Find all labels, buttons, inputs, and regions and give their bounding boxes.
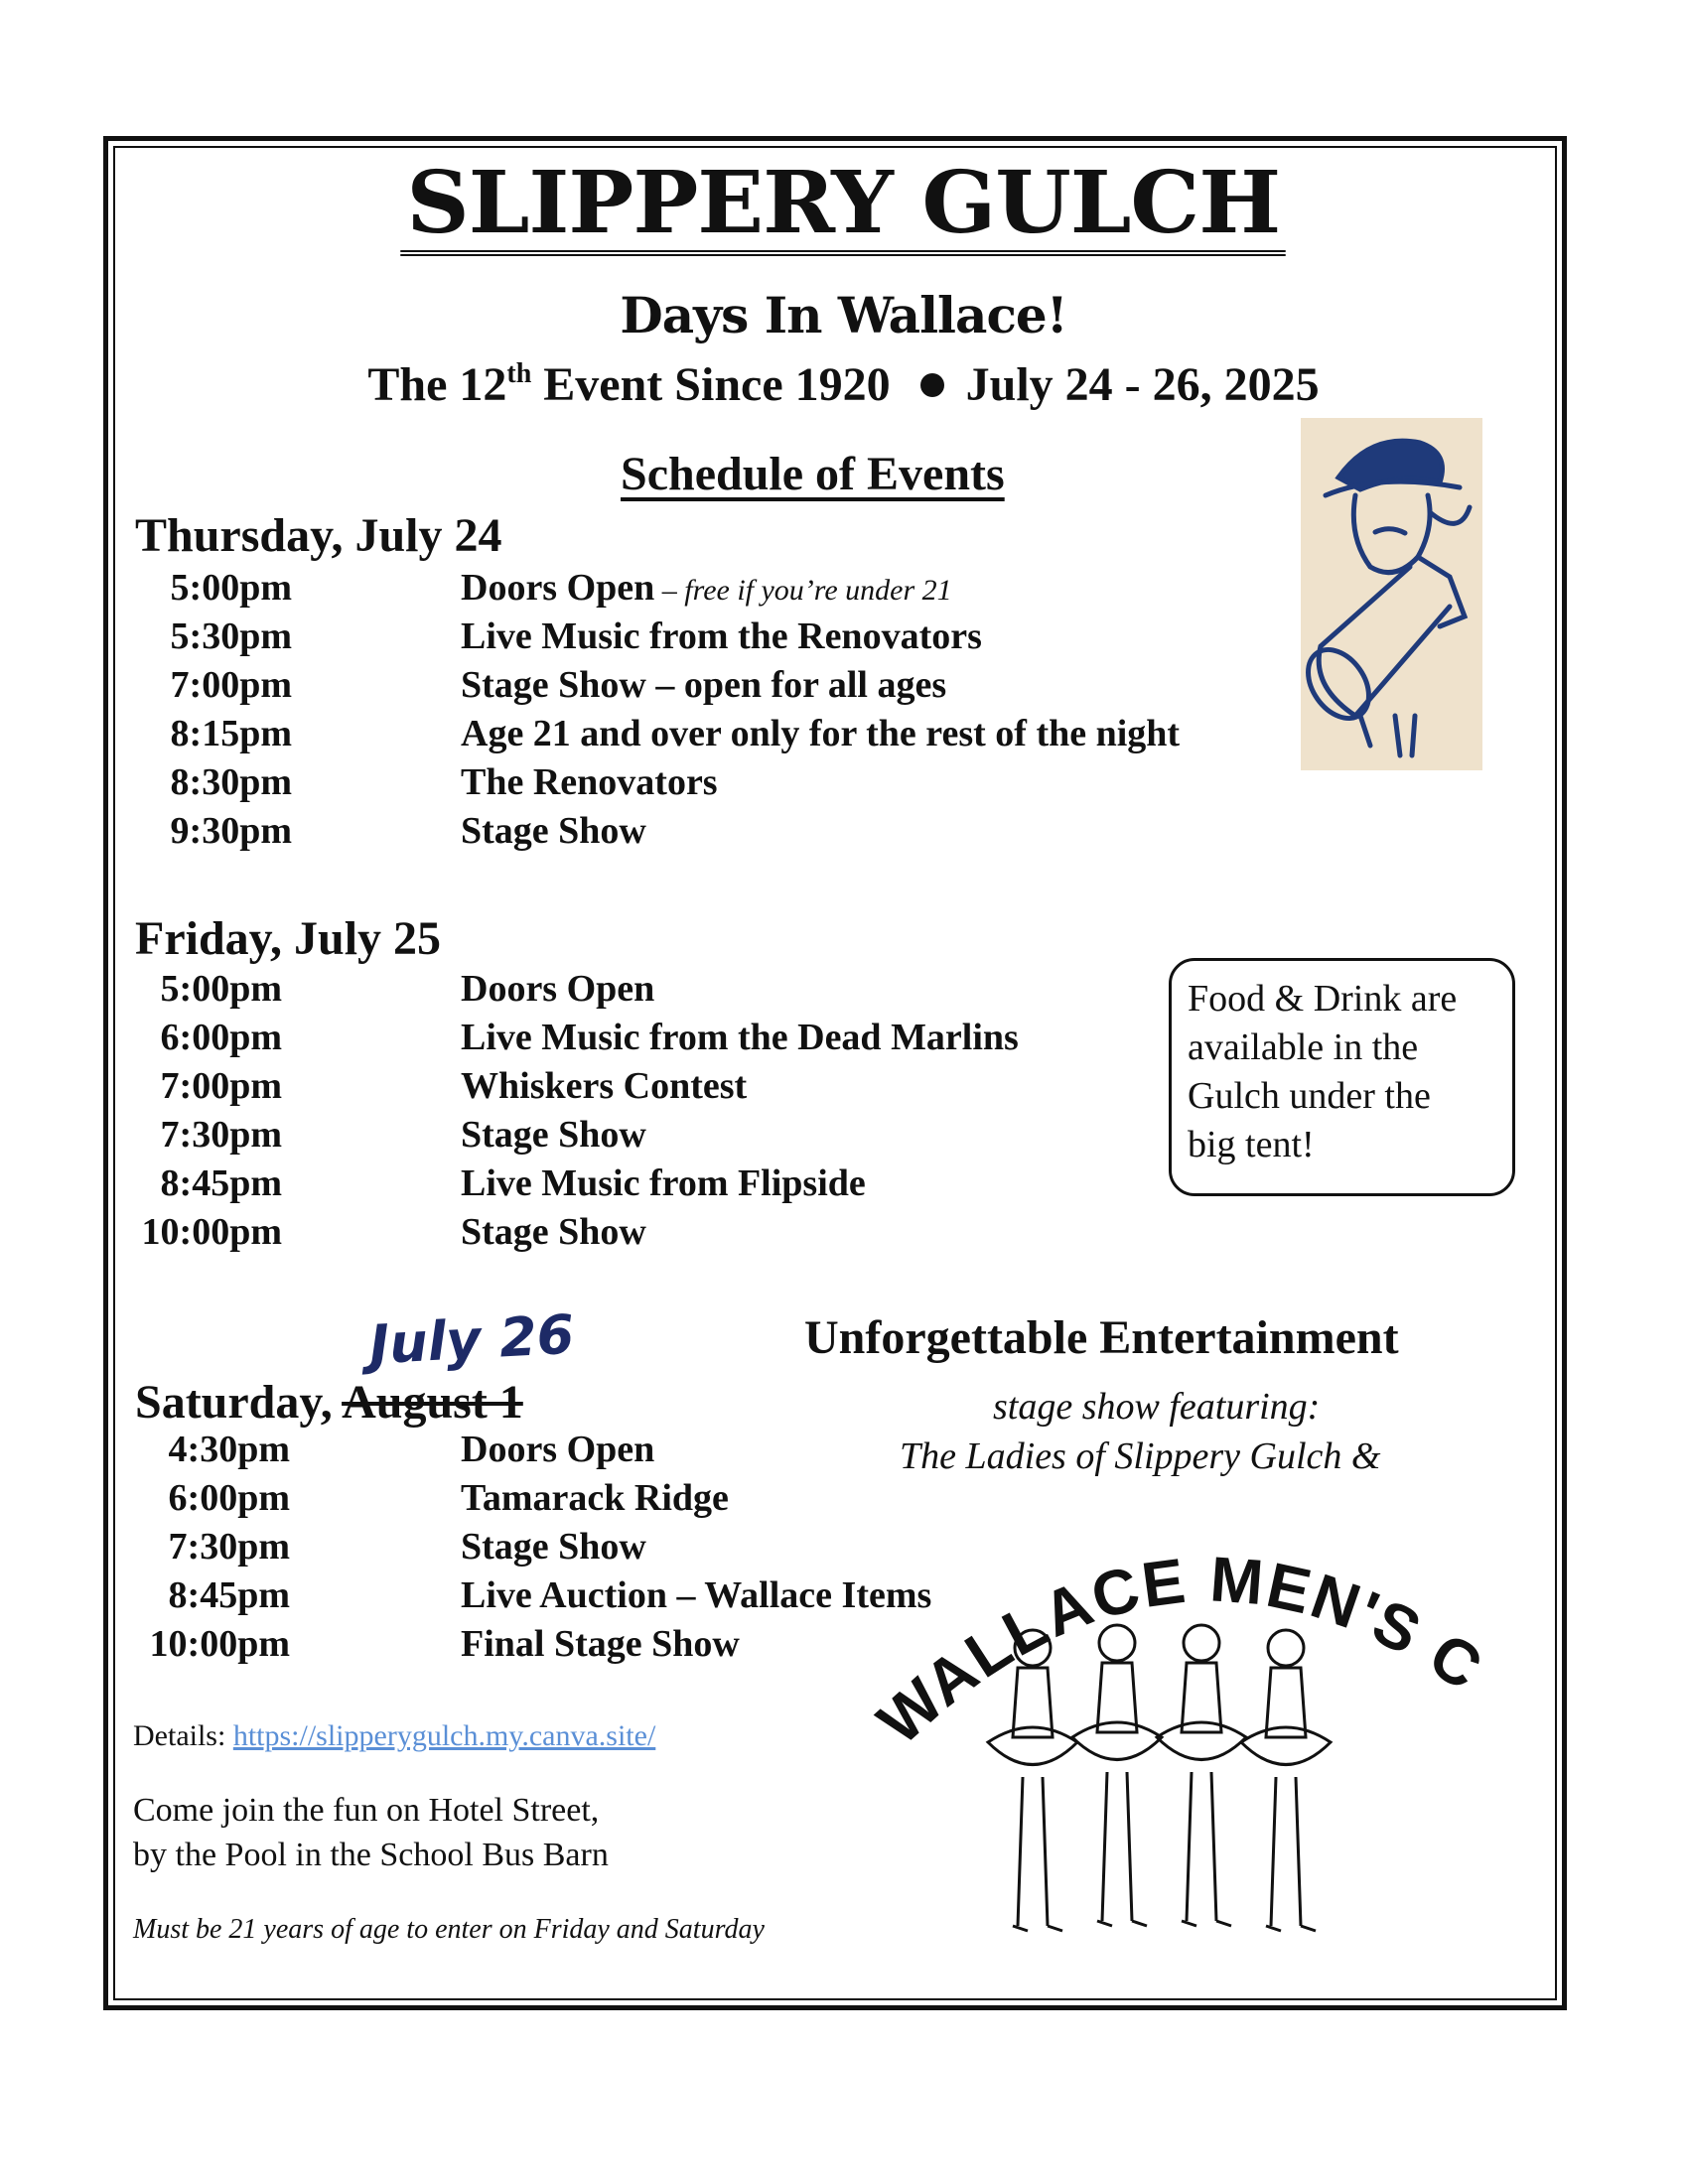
event-description: Live Music from the Renovators [461, 615, 982, 657]
event-time: 7:00pm [160, 1065, 282, 1107]
event-description: Live Auction – Wallace Items [461, 1574, 932, 1616]
schedule-heading: Schedule of Events [621, 448, 1005, 500]
callout-line: Gulch under the [1188, 1075, 1431, 1117]
event-description: Stage Show – open for all ages [461, 664, 947, 706]
event-description: Age 21 and over only for the rest of the night [461, 713, 1181, 754]
bullet-icon [920, 373, 944, 397]
event-description: Doors Open [461, 1429, 655, 1470]
event-time: 7:30pm [168, 1526, 290, 1568]
event-time: 8:30pm [170, 761, 292, 803]
event-time: 6:00pm [160, 1017, 282, 1058]
event-time: 8:45pm [168, 1574, 290, 1616]
event-description: Tamarack Ridge [461, 1477, 729, 1519]
event-time: 5:00pm [160, 968, 282, 1010]
struck-date: August 1 [342, 1376, 523, 1429]
svg-text:WALLACE MEN'S CULTURAL CLUB: WALLACE MEN'S C [864, 1543, 1489, 1758]
handwritten-date-correction: July 26 [367, 1302, 576, 1377]
event-description: Stage Show [461, 1114, 646, 1156]
age-requirement-note: Must be 21 years of age to enter on Friday and Saturday [133, 1914, 765, 1945]
food-drink-callout [1169, 958, 1515, 1196]
wallace-mens-cultural-club-logo [854, 1499, 1489, 1956]
poster-title: SLIPPERY GULCH [0, 159, 1687, 256]
event-description: Doors Open – free if you’re under 21 [461, 567, 952, 609]
saturday-heading: Saturday, August 1 [135, 1376, 523, 1429]
callout-line: big tent! [1188, 1124, 1315, 1165]
entertainment-line-1: stage show featuring: [993, 1386, 1321, 1428]
event-description: The Renovators [461, 761, 718, 803]
event-description: Stage Show [461, 1526, 646, 1568]
event-time: 5:00pm [170, 567, 292, 609]
callout-line: available in the [1188, 1026, 1419, 1068]
details-link[interactable]: https://slipperygulch.my.canva.site/ [232, 1719, 656, 1752]
event-line: The 12th Event Since 1920 July 24 - 26, 2025 [367, 358, 1320, 411]
event-description: Live Music from the Dead Marlins [461, 1017, 1019, 1058]
thursday-heading: Thursday, July 24 [135, 509, 502, 562]
event-time: 7:00pm [170, 664, 292, 706]
callout-line: Food & Drink are [1188, 978, 1458, 1020]
event-description: Final Stage Show [461, 1623, 740, 1665]
event-note: – free if you’re under 21 [654, 574, 952, 607]
entertainment-line-2: The Ladies of Slippery Gulch & [900, 1435, 1381, 1477]
event-time: 8:15pm [170, 713, 292, 754]
event-description: Doors Open [461, 968, 655, 1010]
event-description: Whiskers Contest [461, 1065, 748, 1107]
event-time: 8:45pm [160, 1162, 282, 1204]
event-description: Stage Show [461, 810, 646, 852]
event-time: 7:30pm [160, 1114, 282, 1156]
event-time: 10:00pm [149, 1623, 290, 1665]
megaphone-man-illustration [1301, 418, 1482, 770]
event-time: 4:30pm [168, 1429, 290, 1470]
friday-heading: Friday, July 25 [135, 912, 442, 965]
event-time: 9:30pm [170, 810, 292, 852]
event-time: 6:00pm [168, 1477, 290, 1519]
event-time: 5:30pm [170, 615, 292, 657]
event-description: Live Music from Flipside [461, 1162, 866, 1204]
entertainment-heading: Unforgettable Entertainment [804, 1311, 1399, 1364]
location-line-2: by the Pool in the School Bus Barn [133, 1837, 609, 1873]
poster-subtitle: Days In Wallace! [620, 286, 1067, 344]
event-description: Stage Show [461, 1211, 646, 1253]
details-line: Details: https://slipperygulch.my.canva.site/ [133, 1719, 656, 1752]
event-time: 10:00pm [141, 1211, 282, 1253]
location-line-1: Come join the fun on Hotel Street, [133, 1792, 600, 1829]
